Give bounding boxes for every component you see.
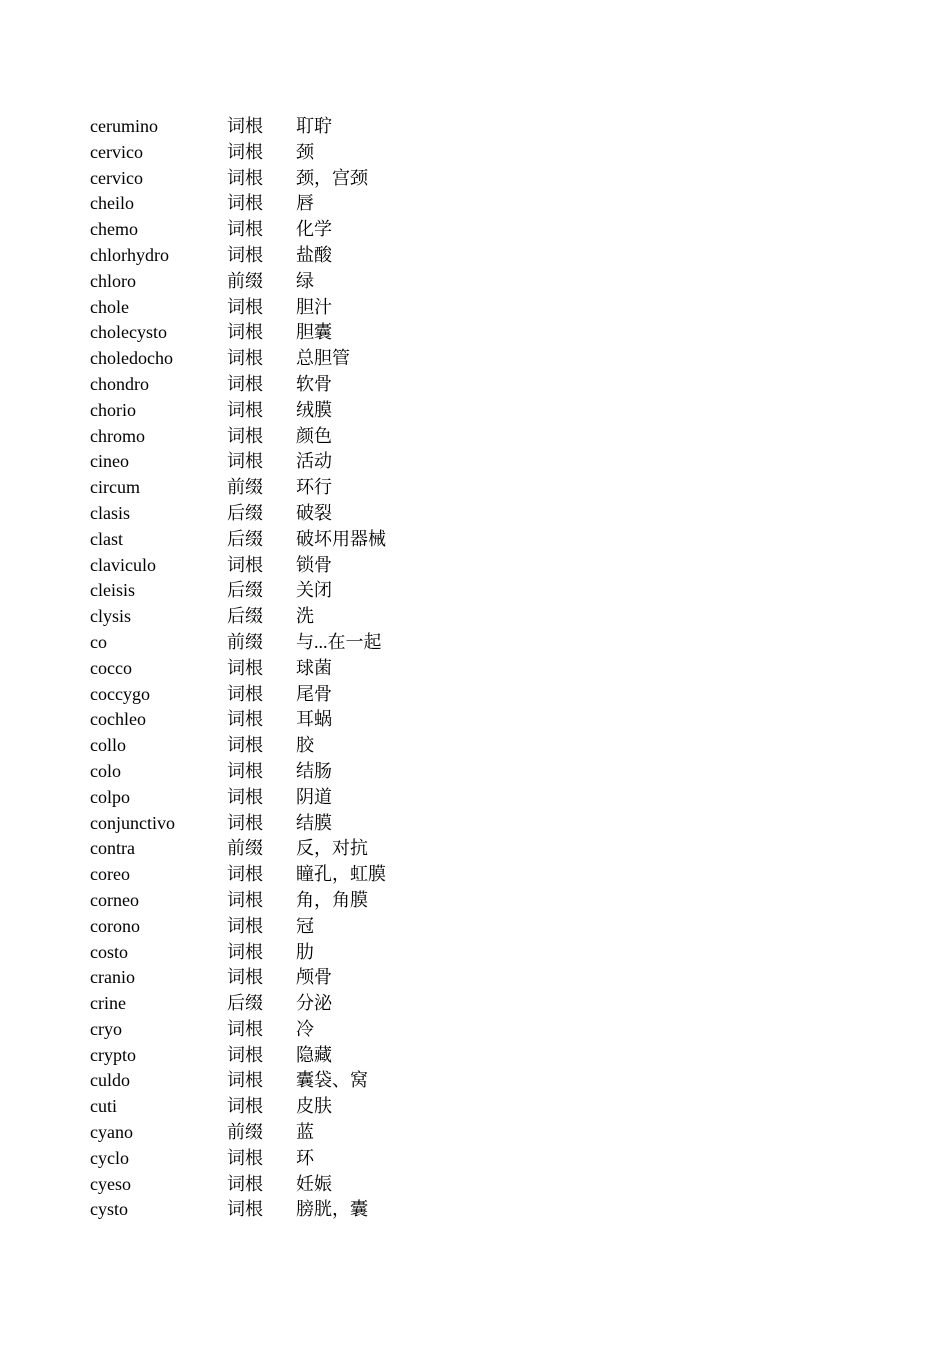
- meaning-text: 分泌: [296, 993, 332, 1014]
- term-text: cyano: [90, 1122, 133, 1143]
- meaning-text: 活动: [296, 451, 332, 472]
- term-text: cochleo: [90, 709, 146, 730]
- glossary-row: [90, 269, 610, 295]
- term-text: cuti: [90, 1096, 117, 1117]
- type-text: 前缀: [227, 477, 263, 498]
- term-text: choledocho: [90, 348, 173, 369]
- type-text: 前缀: [227, 631, 263, 652]
- glossary-row: [90, 940, 610, 966]
- type-text: 词根: [227, 889, 263, 910]
- term-text: chole: [90, 296, 129, 317]
- type-text: 词根: [227, 760, 263, 781]
- type-text: 词根: [227, 864, 263, 885]
- glossary-list: [90, 114, 610, 1223]
- glossary-row: [90, 372, 610, 398]
- glossary-row: [90, 707, 610, 733]
- type-text: 词根: [227, 244, 263, 265]
- term-text: colo: [90, 760, 121, 781]
- meaning-text: 胶: [296, 735, 314, 756]
- term-text: clysis: [90, 606, 132, 627]
- type-text: 词根: [227, 786, 263, 807]
- meaning-text: 囊袋、窝: [296, 1070, 368, 1091]
- glossary-row: [90, 346, 610, 372]
- meaning-text: 瞳孔，虹膜: [296, 864, 386, 885]
- term-text: crine: [90, 993, 126, 1014]
- type-text: 词根: [227, 554, 263, 575]
- term-text: cryo: [90, 1018, 122, 1039]
- meaning-text: 冠: [296, 915, 314, 936]
- type-text: 词根: [227, 167, 263, 188]
- glossary-row: [90, 888, 610, 914]
- term-text: clasis: [90, 502, 130, 523]
- type-text: 词根: [227, 1096, 263, 1117]
- glossary-row: [90, 320, 610, 346]
- meaning-text: 肋: [296, 941, 314, 962]
- type-text: 词根: [227, 941, 263, 962]
- meaning-text: 化学: [296, 219, 332, 240]
- glossary-row: [90, 191, 610, 217]
- term-text: cineo: [90, 451, 129, 472]
- meaning-text: 破裂: [296, 502, 332, 523]
- glossary-row: [90, 578, 610, 604]
- term-text: cholecysto: [90, 322, 167, 343]
- term-text: chloro: [90, 270, 136, 291]
- glossary-row: [90, 914, 610, 940]
- type-text: 词根: [227, 915, 263, 936]
- term-text: cervico: [90, 167, 143, 188]
- glossary-row: [90, 682, 610, 708]
- type-text: 词根: [227, 709, 263, 730]
- term-text: chromo: [90, 425, 145, 446]
- term-text: chorio: [90, 399, 136, 420]
- glossary-row: [90, 1172, 610, 1198]
- meaning-text: 洗: [296, 606, 314, 627]
- term-text: corono: [90, 915, 140, 936]
- glossary-row: [90, 862, 610, 888]
- type-text: 词根: [227, 399, 263, 420]
- meaning-text: 胆汁: [296, 296, 332, 317]
- term-text: cerumino: [90, 116, 158, 136]
- glossary-row: [90, 1017, 610, 1043]
- glossary-row: [90, 785, 610, 811]
- meaning-text: 皮肤: [296, 1096, 332, 1117]
- term-text: chemo: [90, 219, 138, 240]
- glossary-row: [90, 501, 610, 527]
- glossary-row: [90, 1094, 610, 1120]
- glossary-row: [90, 991, 610, 1017]
- glossary-row: [90, 527, 610, 553]
- glossary-row: [90, 604, 610, 630]
- term-text: corneo: [90, 889, 139, 910]
- meaning-text: 破坏用器械: [296, 528, 386, 549]
- meaning-text: 颅骨: [296, 967, 332, 988]
- glossary-row: [90, 398, 610, 424]
- meaning-text: 耵聍: [296, 116, 332, 136]
- type-text: 后缀: [227, 502, 263, 523]
- term-text: cheilo: [90, 193, 134, 214]
- glossary-row: [90, 166, 610, 192]
- term-text: cysto: [90, 1199, 128, 1220]
- glossary-row: [90, 656, 610, 682]
- meaning-text: 环行: [296, 477, 332, 498]
- meaning-text: 胆囊: [296, 322, 332, 343]
- term-text: cyclo: [90, 1147, 129, 1168]
- term-text: conjunctivo: [90, 812, 175, 833]
- meaning-text: 结肠: [296, 760, 332, 781]
- type-text: 词根: [227, 1044, 263, 1065]
- meaning-text: 总胆管: [296, 348, 350, 369]
- glossary-row: [90, 836, 610, 862]
- meaning-text: 蓝: [296, 1122, 314, 1143]
- glossary-row: [90, 630, 610, 656]
- meaning-text: 尾骨: [296, 683, 332, 704]
- meaning-text: 绿: [296, 270, 314, 291]
- glossary-row: [90, 295, 610, 321]
- type-text: 后缀: [227, 580, 263, 601]
- term-text: chlorhydro: [90, 244, 169, 265]
- type-text: 前缀: [227, 1122, 263, 1143]
- glossary-row: [90, 965, 610, 991]
- term-text: colpo: [90, 786, 130, 807]
- type-text: 词根: [227, 322, 263, 343]
- type-text: 后缀: [227, 606, 263, 627]
- term-text: contra: [90, 838, 135, 859]
- glossary-row: [90, 759, 610, 785]
- meaning-text: 膀胱，囊: [296, 1199, 368, 1220]
- type-text: 词根: [227, 657, 263, 678]
- term-text: costo: [90, 941, 128, 962]
- meaning-text: 颈，宫颈: [296, 167, 368, 188]
- glossary-row: [90, 553, 610, 579]
- type-text: 词根: [227, 967, 263, 988]
- glossary-row: [90, 1043, 610, 1069]
- term-text: cranio: [90, 967, 135, 988]
- type-text: 词根: [227, 1199, 263, 1220]
- meaning-text: 球菌: [296, 657, 332, 678]
- glossary-row: [90, 217, 610, 243]
- type-text: 词根: [227, 1070, 263, 1091]
- glossary-row: [90, 1068, 610, 1094]
- meaning-text: 唇: [296, 193, 314, 214]
- term-text: cervico: [90, 141, 143, 162]
- glossary-row: [90, 114, 610, 140]
- meaning-text: 盐酸: [296, 244, 332, 265]
- type-text: 词根: [227, 812, 263, 833]
- term-text: coreo: [90, 864, 130, 885]
- glossary-row: [90, 1120, 610, 1146]
- meaning-text: 隐藏: [296, 1044, 332, 1065]
- term-text: coccygo: [90, 683, 150, 704]
- term-text: cleisis: [90, 580, 135, 601]
- term-text: co: [90, 631, 107, 652]
- meaning-text: 与...在一起: [296, 631, 382, 652]
- term-text: culdo: [90, 1070, 130, 1091]
- type-text: 词根: [227, 296, 263, 317]
- type-text: 词根: [227, 1147, 263, 1168]
- type-text: 词根: [227, 1173, 263, 1194]
- glossary-row: [90, 449, 610, 475]
- meaning-text: 绒膜: [296, 399, 332, 420]
- glossary-row: [90, 1197, 610, 1223]
- term-text: circum: [90, 477, 140, 498]
- meaning-text: 角，角膜: [296, 889, 368, 910]
- glossary-row: [90, 811, 610, 837]
- type-text: 后缀: [227, 993, 263, 1014]
- type-text: 词根: [227, 141, 263, 162]
- meaning-text: 冷: [296, 1018, 314, 1039]
- glossary-row: [90, 243, 610, 269]
- type-text: 词根: [227, 451, 263, 472]
- type-text: 前缀: [227, 270, 263, 291]
- term-text: claviculo: [90, 554, 156, 575]
- term-text: cocco: [90, 657, 132, 678]
- glossary-row: [90, 733, 610, 759]
- meaning-text: 结膜: [296, 812, 332, 833]
- glossary-row: [90, 140, 610, 166]
- type-text: 后缀: [227, 528, 263, 549]
- term-text: crypto: [90, 1044, 136, 1065]
- term-text: cyeso: [90, 1173, 131, 1194]
- meaning-text: 颈: [296, 141, 314, 162]
- meaning-text: 软骨: [296, 373, 332, 394]
- term-text: clast: [90, 528, 123, 549]
- type-text: 词根: [227, 193, 263, 214]
- glossary-row: [90, 475, 610, 501]
- type-text: 词根: [227, 116, 263, 136]
- meaning-text: 环: [296, 1147, 314, 1168]
- term-text: collo: [90, 735, 126, 756]
- type-text: 前缀: [227, 838, 263, 859]
- term-text: chondro: [90, 373, 149, 394]
- meaning-text: 锁骨: [296, 554, 332, 575]
- type-text: 词根: [227, 219, 263, 240]
- meaning-text: 反，对抗: [296, 838, 368, 859]
- type-text: 词根: [227, 735, 263, 756]
- glossary-row: [90, 424, 610, 450]
- meaning-text: 阴道: [296, 786, 332, 807]
- glossary-row: [90, 1146, 610, 1172]
- type-text: 词根: [227, 425, 263, 446]
- type-text: 词根: [227, 683, 263, 704]
- type-text: 词根: [227, 373, 263, 394]
- meaning-text: 耳蜗: [296, 709, 332, 730]
- meaning-text: 关闭: [296, 580, 332, 601]
- type-text: 词根: [227, 1018, 263, 1039]
- type-text: 词根: [227, 348, 263, 369]
- meaning-text: 颜色: [296, 425, 332, 446]
- meaning-text: 妊娠: [296, 1173, 332, 1194]
